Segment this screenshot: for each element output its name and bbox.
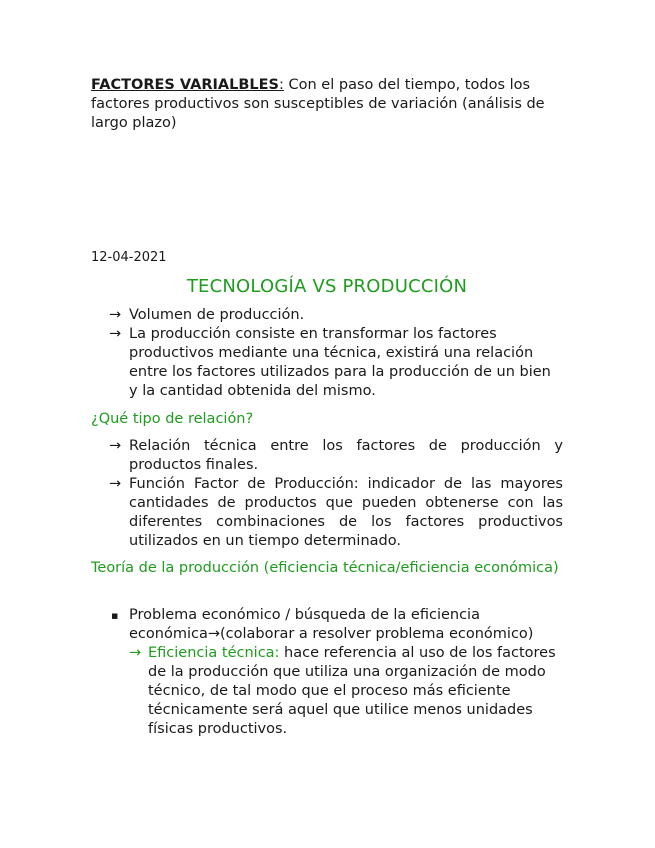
square-bullet-icon: ▪ (111, 609, 119, 622)
list-item (91, 306, 563, 325)
arrow-right-icon: → (109, 326, 122, 342)
list-item (91, 606, 563, 739)
list-item-text: La producción consiste en transformar los factores productivos mediante una técnica, existirá una relación entre los factores utilizados para la producción de un bien y la cantidad obtenida del mismo. (129, 326, 551, 399)
arrow-right-icon: → (109, 438, 122, 454)
list-relation (91, 437, 563, 551)
intro-paragraph (91, 76, 563, 133)
list-item-text: Problema económico / búsqueda de la eficiencia económica→(colaborar a resolver problema económico) (129, 607, 534, 642)
section-title: TECNOLOGÍA VS PRODUCCIÓN (186, 276, 468, 297)
list-item-text: Función Factor de Producción: indicador de las mayores cantidades de productos que pueden obtenerse con las diferentes combinaciones de los factores productivos utilizados en un tiempo determinado. (129, 476, 563, 549)
sub-item-term: Eficiencia técnica: (148, 645, 280, 661)
arrow-right-icon: → (129, 645, 142, 661)
arrow-right-icon: → (109, 307, 122, 323)
list-item (91, 475, 563, 551)
date-label: 12-04-2021 (91, 250, 167, 265)
list-item (91, 437, 563, 475)
intro-text: Con el paso del tiempo, todos los factores productivos son susceptibles de variación (análisis de largo plazo) (91, 77, 545, 131)
question-heading: ¿Qué tipo de relación? (91, 411, 254, 427)
sub-item-text: hace referencia al uso de los factores de la producción que utiliza una organización de modo técnico, de tal modo que el proceso más eficiente técnicamente será aquel que utilice menos unidades físicas productivos. (148, 645, 556, 737)
list-theory (91, 606, 563, 739)
list-item (91, 325, 563, 401)
intro-lead: FACTORES VARIALBLES (91, 77, 280, 93)
list-item-text: Relación técnica entre los factores de producción y productos finales. (129, 438, 563, 473)
sub-list-item (129, 644, 563, 739)
list-volume (91, 306, 563, 401)
theory-heading: Teoría de la producción (eficiencia técnica/eficiencia económica) (91, 560, 559, 576)
arrow-right-icon: → (109, 476, 122, 492)
intro-colon: : (279, 77, 284, 93)
list-item-text: Volumen de producción. (129, 307, 305, 323)
